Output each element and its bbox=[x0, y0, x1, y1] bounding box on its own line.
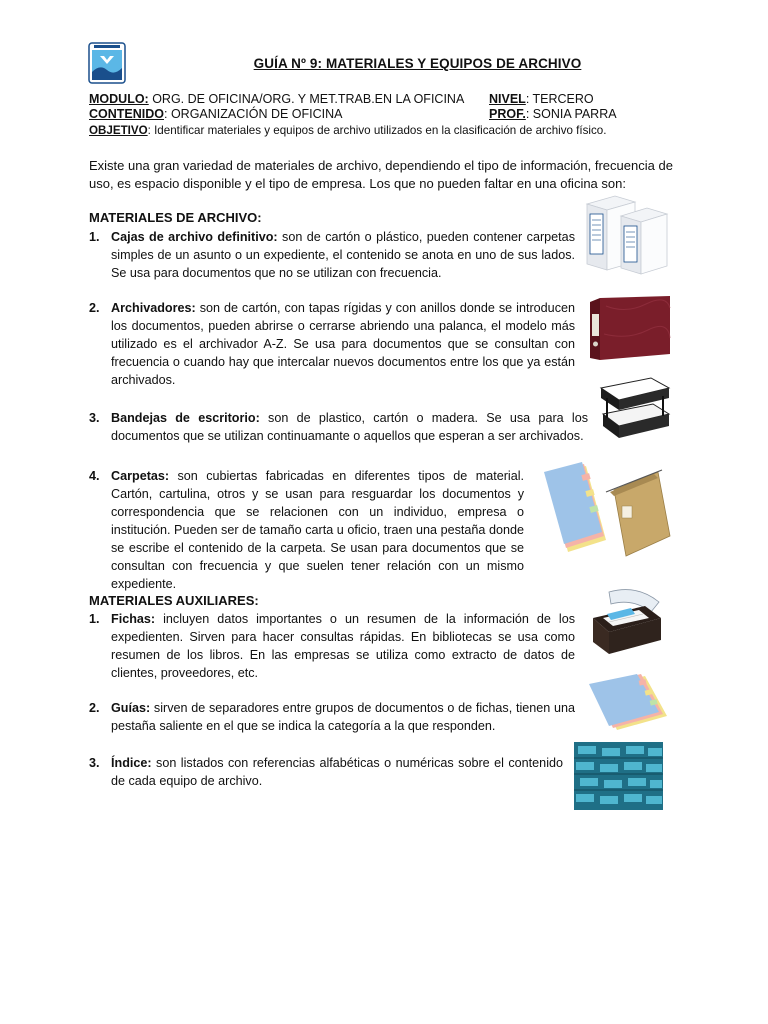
item-term: Archivadores: bbox=[111, 301, 196, 315]
list-item bbox=[89, 699, 575, 735]
item-number: 3. bbox=[89, 411, 100, 425]
item-description: son de cartón o plástico, pueden contener carpetas simples de un asunto o un expediente, el contenido se anota en uno de sus lados. Se usa para documentos que no se utilizan con frecuencia. bbox=[111, 230, 575, 280]
nivel-value: : TERCERO bbox=[525, 92, 594, 106]
item-number: 3. bbox=[89, 756, 100, 770]
card-file-image bbox=[589, 588, 665, 660]
intro-paragraph: Existe una gran variedad de materiales de archivo, dependiendo el tipo de información, frecuencia de uso, es espacio disponible y el tipo de empresa. Los que no pueden faltar en una oficina son: bbox=[89, 158, 673, 191]
modulo-line bbox=[89, 92, 464, 107]
desk-tray-image bbox=[597, 374, 673, 448]
item-description: son de cartón, con tapas rígidas y con anillos donde se introducen los documentos, pueden abrirse o cerrarse abriendo una palanca, el modelo más utilizado es el archivador A-Z. Se usa para documentos que se consultan con frecuencia o cuando hay que intercalar nuevos documentos entre los que ya están archivados. bbox=[111, 301, 575, 387]
list-item bbox=[89, 610, 575, 682]
section-heading-archivo: MATERIALES DE ARCHIVO: bbox=[89, 210, 262, 225]
item-term: Carpetas: bbox=[111, 469, 170, 483]
list-item bbox=[89, 228, 575, 282]
modulo-value: ORG. DE OFICINA/ORG. Y MET.TRAB.EN LA OFICINA bbox=[148, 92, 465, 106]
item-number: 4. bbox=[89, 469, 100, 483]
contenido-line bbox=[89, 107, 343, 122]
prof-line bbox=[489, 107, 617, 122]
objetivo-line bbox=[89, 123, 606, 138]
contenido-value: : ORGANIZACIÓN DE OFICINA bbox=[164, 107, 343, 121]
list-item bbox=[89, 409, 588, 445]
item-term: Índice: bbox=[111, 756, 152, 770]
objetivo-value: : Identificar materiales y equipos de archivo utilizados en la clasificación de archivo físico. bbox=[147, 124, 607, 137]
list-item bbox=[89, 754, 563, 790]
index-tabs-image bbox=[574, 742, 663, 810]
nivel-line bbox=[489, 92, 594, 107]
item-number: 2. bbox=[89, 701, 100, 715]
prof-label: PROF. bbox=[489, 107, 526, 121]
item-description: son cubiertas fabricadas en diferentes tipos de material. Cartón, cartulina, otros y se usan para resguardar los documentos y correspondencia que se relacionen con un individuo, empresa o institución. Pueden ser de tamaño carta u oficio, traen una pestaña donde se escribe el contenido de la carpeta. Se usan para documentos que se consultan con frecuencia y que suelen tener relación con un mismo expediente. bbox=[111, 469, 524, 591]
nivel-label: NIVEL bbox=[489, 92, 526, 106]
list-item bbox=[89, 467, 524, 593]
item-term: Guías: bbox=[111, 701, 151, 715]
item-number: 1. bbox=[89, 230, 100, 244]
folders-image bbox=[540, 462, 675, 572]
section-heading-auxiliares: MATERIALES AUXILIARES: bbox=[89, 593, 259, 608]
objetivo-label: OBJETIVO bbox=[89, 124, 148, 137]
item-term: Bandejas de escritorio: bbox=[111, 411, 260, 425]
item-description: sirven de separadores entre grupos de documentos o de fichas, tienen una pestaña saliente en el que se indica la categoría a la que responden. bbox=[111, 701, 575, 733]
archive-boxes-image bbox=[585, 194, 671, 276]
binder-image bbox=[586, 294, 672, 362]
item-number: 2. bbox=[89, 301, 100, 315]
school-logo-icon bbox=[88, 42, 126, 84]
item-term: Cajas de archivo definitivo: bbox=[111, 230, 278, 244]
item-description: incluyen datos importantes o un resumen de la información de los expedienten. Sirven para hacer consultas rápidas. En bibliotecas se usa como resumen de los libros. En las empresas se utiliza como extracto de datos de clientes, proveedores, etc. bbox=[111, 612, 575, 680]
item-term: Fichas: bbox=[111, 612, 156, 626]
contenido-label: CONTENIDO bbox=[89, 107, 164, 121]
item-description: son de plastico, cartón o madera. Se usa para los documentos que se utilizan continuamante o aquellos que esperan a ser archivados. bbox=[111, 411, 588, 443]
modulo-label: MODULO: bbox=[89, 92, 149, 106]
list-item bbox=[89, 299, 575, 389]
prof-value: : SONIA PARRA bbox=[525, 107, 617, 121]
item-description: son listados con referencias alfabéticas o numéricas sobre el contenido de cada equipo de archivo. bbox=[111, 756, 563, 788]
page-title: GUÍA Nº 9: MATERIALES Y EQUIPOS DE ARCHIVO bbox=[253, 56, 582, 71]
guide-cards-image bbox=[587, 674, 673, 732]
item-number: 1. bbox=[89, 612, 100, 626]
